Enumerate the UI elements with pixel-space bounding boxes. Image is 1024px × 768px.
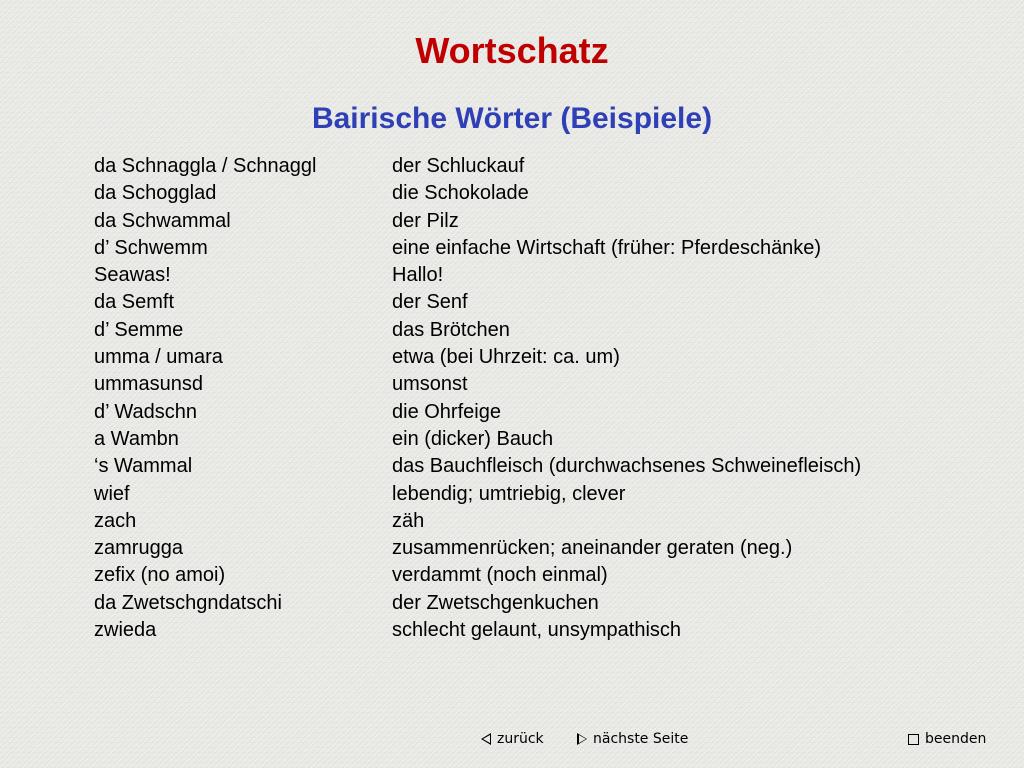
vocabulary-row [94,208,954,235]
dialect-word: da Zwetschgndatschi [94,591,282,614]
triangle-right-outline-icon [577,733,587,745]
back-button[interactable] [481,729,544,749]
vocabulary-row [94,426,954,453]
dialect-word: zwieda [94,619,157,642]
vocabulary-row [94,317,954,344]
dialect-word: da Schnaggla / Schnaggl [94,155,317,177]
dialect-word: Seawas! [94,264,171,287]
dialect-word: da Schogglad [94,182,217,205]
dialect-word: wief [94,482,130,505]
dialect-word: da Schwammal [94,209,231,232]
vocabulary-row [94,508,954,535]
vocabulary-list [94,153,954,644]
german-translation: etwa (bei Uhrzeit: ca. um) [392,346,620,369]
page-title: Wortschatz [415,30,609,71]
german-translation: ein (dicker) Bauch [392,427,554,450]
dialect-word: da Semft [94,291,175,314]
german-translation: umsonst [392,373,468,396]
vocabulary-row [94,289,954,316]
german-translation: verdammt (noch einmal) [392,564,608,587]
vocabulary-row [94,344,954,371]
vocabulary-row [94,535,954,562]
dialect-word: ummasunsd [94,373,203,396]
next-page-button[interactable] [577,729,688,749]
german-translation: Hallo! [392,264,444,287]
german-translation: die Ohrfeige [392,400,501,423]
end-button[interactable] [908,729,986,749]
dialect-word: zamrugga [94,537,183,560]
dialect-word: d’ Schwemm [94,236,208,259]
page-subtitle: Bairische Wörter (Beispiele) [311,102,713,135]
german-translation: zäh [392,509,425,532]
dialect-word: ‘s Wammal [94,455,193,478]
vocabulary-row [94,371,954,398]
german-translation: der Schluckauf [392,155,525,177]
square-outline-icon [908,734,919,745]
german-translation: der Senf [392,291,468,314]
vocabulary-row [94,481,954,508]
vocabulary-row [94,399,954,426]
vocabulary-row [94,617,954,644]
triangle-left-outline-icon [481,733,491,745]
vocabulary-row [94,453,954,480]
vocabulary-row [94,262,954,289]
german-translation: das Bauchfleisch (durchwachsenes Schweinefleisch) [392,455,862,478]
german-translation: der Zwetschgenkuchen [392,591,599,614]
german-translation: der Pilz [392,209,459,232]
back-button-label: zurück [497,731,544,747]
vocabulary-row [94,153,954,180]
german-translation: schlecht gelaunt, unsympathisch [392,619,682,642]
vocabulary-row [94,590,954,617]
dialect-word: zach [94,509,137,532]
vocabulary-row [94,180,954,207]
next-page-button-label: nächste Seite [593,731,689,747]
dialect-word: a Wambn [94,427,179,450]
vocabulary-row [94,235,954,262]
vocabulary-row [94,562,954,589]
dialect-word: umma / umara [94,346,223,369]
dialect-word: zefix (no amoi) [94,564,226,587]
german-translation: zusammenrücken; aneinander geraten (neg.) [392,537,793,560]
german-translation: lebendig; umtriebig, clever [392,482,626,505]
german-translation: eine einfache Wirtschaft (früher: Pferdeschänke) [392,236,822,259]
end-button-label: beenden [925,731,987,747]
dialect-word: d’ Wadschn [94,400,198,423]
dialect-word: d’ Semme [94,318,184,341]
german-translation: die Schokolade [392,182,529,205]
german-translation: das Brötchen [392,318,510,341]
